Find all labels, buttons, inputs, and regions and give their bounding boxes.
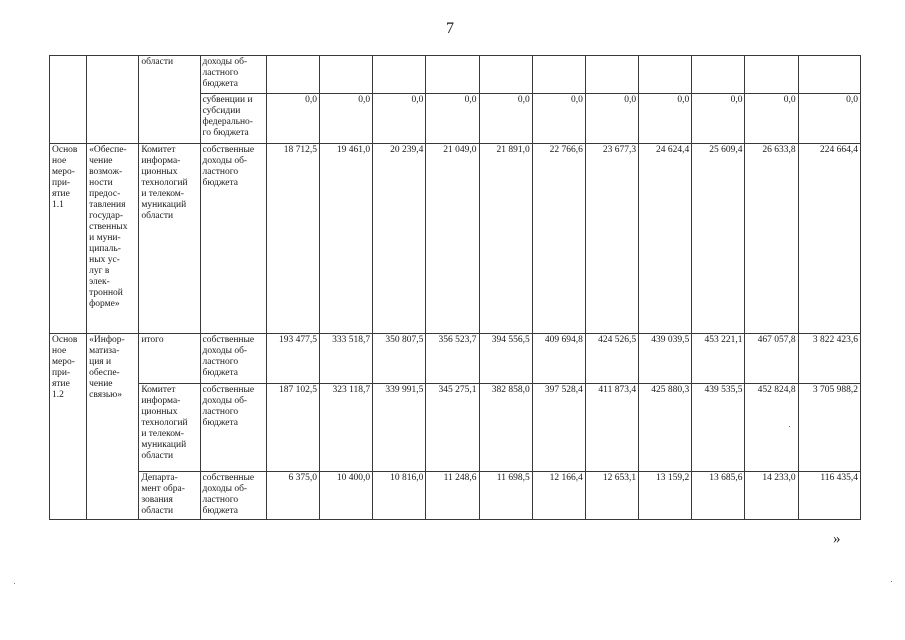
- year-value-cell: 24 624,4: [639, 144, 692, 334]
- year-value-cell: 13 159,2: [639, 472, 692, 520]
- funding-source-cell: собственные доходы об- ластного бюджета: [200, 144, 266, 334]
- year-value-cell: 187 102,5: [266, 384, 319, 472]
- scan-dot: [789, 426, 790, 427]
- year-value-cell: 356 523,7: [426, 334, 479, 384]
- year-value-cell: 467 057,8: [745, 334, 798, 384]
- total-value-cell: 116 435,4: [798, 472, 860, 520]
- year-value-cell: [585, 56, 638, 94]
- year-value-cell: 0,0: [585, 94, 638, 144]
- year-value-cell: 424 526,5: [585, 334, 638, 384]
- year-value-cell: 452 824,8: [745, 384, 798, 472]
- year-value-cell: 0,0: [266, 94, 319, 144]
- year-value-cell: 439 535,5: [692, 384, 745, 472]
- total-value-cell: [798, 56, 860, 94]
- year-value-cell: 20 239,4: [373, 144, 426, 334]
- year-value-cell: 345 275,1: [426, 384, 479, 472]
- year-value-cell: 323 118,7: [319, 384, 372, 472]
- year-value-cell: 0,0: [745, 94, 798, 144]
- year-value-cell: 425 880,3: [639, 384, 692, 472]
- budget-table: [49, 55, 861, 520]
- year-value-cell: 12 653,1: [585, 472, 638, 520]
- year-value-cell: 453 221,1: [692, 334, 745, 384]
- table-row: [50, 334, 861, 384]
- year-value-cell: [532, 56, 585, 94]
- year-value-cell: 193 477,5: [266, 334, 319, 384]
- year-value-cell: [319, 56, 372, 94]
- year-value-cell: 0,0: [426, 94, 479, 144]
- year-value-cell: [639, 56, 692, 94]
- executor-cell: Комитет информа- ционных технологий и телеком- муникаций области: [139, 144, 200, 334]
- year-value-cell: [266, 56, 319, 94]
- year-value-cell: 0,0: [319, 94, 372, 144]
- page-number: 7: [446, 20, 454, 37]
- year-value-cell: 350 807,5: [373, 334, 426, 384]
- year-value-cell: 12 166,4: [532, 472, 585, 520]
- year-value-cell: 19 461,0: [319, 144, 372, 334]
- year-value-cell: 21 049,0: [426, 144, 479, 334]
- year-value-cell: 14 233,0: [745, 472, 798, 520]
- year-value-cell: 0,0: [692, 94, 745, 144]
- measure-number-cell: Основ ное меро- при- ятие 1.1: [50, 144, 87, 334]
- year-value-cell: 6 375,0: [266, 472, 319, 520]
- year-value-cell: 22 766,6: [532, 144, 585, 334]
- year-value-cell: 10 400,0: [319, 472, 372, 520]
- measure-number-cell: [50, 56, 87, 144]
- funding-source-cell: доходы об- ластного бюджета: [200, 56, 266, 94]
- year-value-cell: [745, 56, 798, 94]
- table-row: [50, 472, 861, 520]
- year-value-cell: 382 858,0: [479, 384, 532, 472]
- year-value-cell: 411 873,4: [585, 384, 638, 472]
- year-value-cell: 18 712,5: [266, 144, 319, 334]
- table-row: [50, 144, 861, 334]
- year-value-cell: 333 518,7: [319, 334, 372, 384]
- year-value-cell: 0,0: [373, 94, 426, 144]
- measure-name-cell: [87, 56, 139, 144]
- year-value-cell: 11 698,5: [479, 472, 532, 520]
- year-value-cell: 0,0: [479, 94, 532, 144]
- year-value-cell: 397 528,4: [532, 384, 585, 472]
- year-value-cell: [692, 56, 745, 94]
- scan-dot: [14, 583, 15, 584]
- year-value-cell: 23 677,3: [585, 144, 638, 334]
- table-row: [50, 384, 861, 472]
- year-value-cell: 439 039,5: [639, 334, 692, 384]
- year-value-cell: 0,0: [532, 94, 585, 144]
- year-value-cell: 26 633,8: [745, 144, 798, 334]
- funding-source-cell: собственные доходы об- ластного бюджета: [200, 472, 266, 520]
- year-value-cell: 21 891,0: [479, 144, 532, 334]
- year-value-cell: 13 685,6: [692, 472, 745, 520]
- measure-name-cell: «Инфор- матиза- ция и обеспе- чение связью»: [87, 334, 139, 520]
- year-value-cell: 409 694,8: [532, 334, 585, 384]
- total-value-cell: 224 664,4: [798, 144, 860, 334]
- measure-number-cell: Основ ное меро- при- ятие 1.2: [50, 334, 87, 520]
- year-value-cell: 10 816,0: [373, 472, 426, 520]
- total-value-cell: 3 822 423,6: [798, 334, 860, 384]
- table-row: [50, 56, 861, 94]
- executor-cell: итого: [139, 334, 200, 384]
- total-value-cell: 0,0: [798, 94, 860, 144]
- executor-cell: Департа- мент обра- зования области: [139, 472, 200, 520]
- year-value-cell: [479, 56, 532, 94]
- year-value-cell: 11 248,6: [426, 472, 479, 520]
- year-value-cell: 339 991,5: [373, 384, 426, 472]
- year-value-cell: 0,0: [639, 94, 692, 144]
- executor-cell: области: [139, 56, 200, 144]
- measure-name-cell: «Обеспе- чение возмож- ности предос- тавления государ- ственных и муни- ципаль- ных ус- луг в элек- тронной форме»: [87, 144, 139, 334]
- funding-source-cell: собственные доходы об- ластного бюджета: [200, 384, 266, 472]
- continuation-mark: »: [833, 531, 841, 547]
- year-value-cell: [373, 56, 426, 94]
- funding-source-cell: собственные доходы об- ластного бюджета: [200, 334, 266, 384]
- executor-cell: Комитет информа- ционных технологий и телеком- муникаций области: [139, 384, 200, 472]
- scan-dot: [891, 581, 892, 582]
- year-value-cell: 25 609,4: [692, 144, 745, 334]
- year-value-cell: 394 556,5: [479, 334, 532, 384]
- year-value-cell: [426, 56, 479, 94]
- total-value-cell: 3 705 988,2: [798, 384, 860, 472]
- funding-source-cell: субвенции и субсидии федерально- го бюджета: [200, 94, 266, 144]
